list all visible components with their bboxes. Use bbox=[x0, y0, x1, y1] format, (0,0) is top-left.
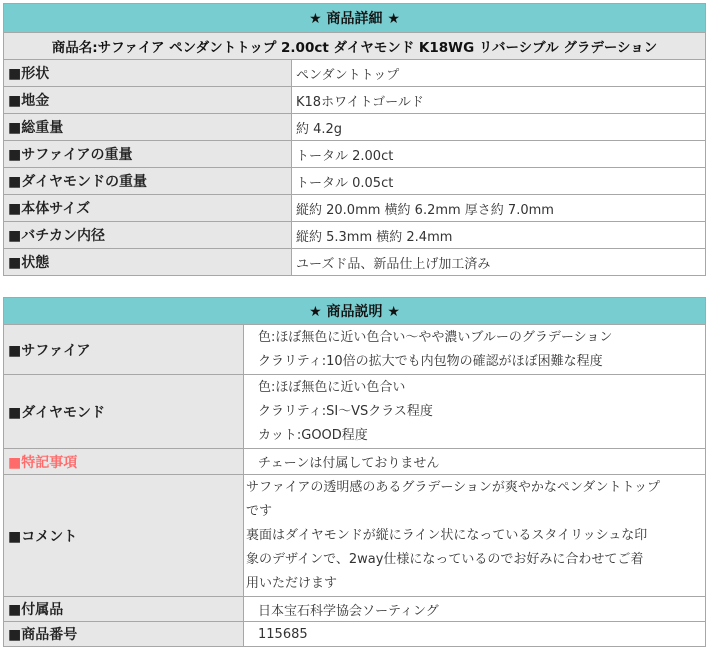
comment-line-5: 用いただけます bbox=[246, 575, 338, 591]
description-header: ★ 商品説明 ★ bbox=[4, 298, 706, 325]
diamond-color-line: 色:ほぼ無色に近い色合い bbox=[258, 379, 406, 395]
label-special-notes: ■特記事項 bbox=[4, 449, 244, 475]
label-bail-size: ■バチカン内径 bbox=[4, 222, 292, 249]
comment-line-3: 裏面はダイヤモンドが縦にライン状になっているスタイリッシュな印 bbox=[246, 527, 648, 543]
details-header: ★ 商品詳細 ★ bbox=[4, 4, 706, 33]
value-diamond-weight: トータル 0.05ct bbox=[292, 168, 706, 195]
label-diamond: ■ダイヤモンド bbox=[4, 375, 244, 449]
value-special-notes: チェーンは付属しておりません bbox=[244, 449, 706, 475]
label-total-weight: ■総重量 bbox=[4, 114, 292, 141]
diamond-clarity-line: クラリティ:SI～VSクラス程度 bbox=[258, 403, 433, 419]
value-product-number: 115685 bbox=[244, 622, 706, 647]
label-condition: ■状態 bbox=[4, 249, 292, 276]
comment-line-1: サファイアの透明感のあるグラデーションが爽やかなペンダントトップ bbox=[246, 479, 661, 495]
label-comment: ■コメント bbox=[4, 475, 244, 597]
diamond-cut-line: カット:GOOD程度 bbox=[258, 427, 368, 443]
label-diamond-weight: ■ダイヤモンドの重量 bbox=[4, 168, 292, 195]
product-details-table bbox=[3, 3, 706, 276]
value-comment bbox=[244, 475, 706, 597]
comment-line-2: です bbox=[246, 503, 273, 519]
value-accessories: 日本宝石科学協会ソーティング bbox=[244, 597, 706, 622]
label-sapphire: ■サファイア bbox=[4, 325, 244, 375]
label-metal: ■地金 bbox=[4, 87, 292, 114]
value-sapphire-weight: トータル 2.00ct bbox=[292, 141, 706, 168]
label-sapphire-weight: ■サファイアの重量 bbox=[4, 141, 292, 168]
value-condition: ユーズド品、新品仕上げ加工済み bbox=[292, 249, 706, 276]
value-sapphire bbox=[244, 325, 706, 375]
value-bail-size: 縦約 5.3mm 横約 2.4mm bbox=[292, 222, 706, 249]
value-total-weight: 約 4.2g bbox=[292, 114, 706, 141]
product-name: 商品名:サファイア ペンダントトップ 2.00ct ダイヤモンド K18WG リバーシブル グラデーション bbox=[4, 33, 706, 60]
label-accessories: ■付属品 bbox=[4, 597, 244, 622]
sapphire-color-line: 色:ほぼ無色に近い色合い～やや濃いブルーのグラデーション bbox=[258, 329, 613, 345]
value-diamond bbox=[244, 375, 706, 449]
sapphire-clarity-line: クラリティ:10倍の拡大でも内包物の確認がほぼ困難な程度 bbox=[258, 353, 603, 369]
value-shape: ペンダントトップ bbox=[292, 60, 706, 87]
value-body-size: 縦約 20.0mm 横約 6.2mm 厚さ約 7.0mm bbox=[292, 195, 706, 222]
label-body-size: ■本体サイズ bbox=[4, 195, 292, 222]
value-metal: K18ホワイトゴールド bbox=[292, 87, 706, 114]
label-shape: ■形状 bbox=[4, 60, 292, 87]
product-description-table bbox=[3, 297, 706, 647]
label-product-number: ■商品番号 bbox=[4, 622, 244, 647]
comment-line-4: 象のデザインで、2way仕様になっているのでお好みに合わせてご着 bbox=[246, 551, 644, 567]
